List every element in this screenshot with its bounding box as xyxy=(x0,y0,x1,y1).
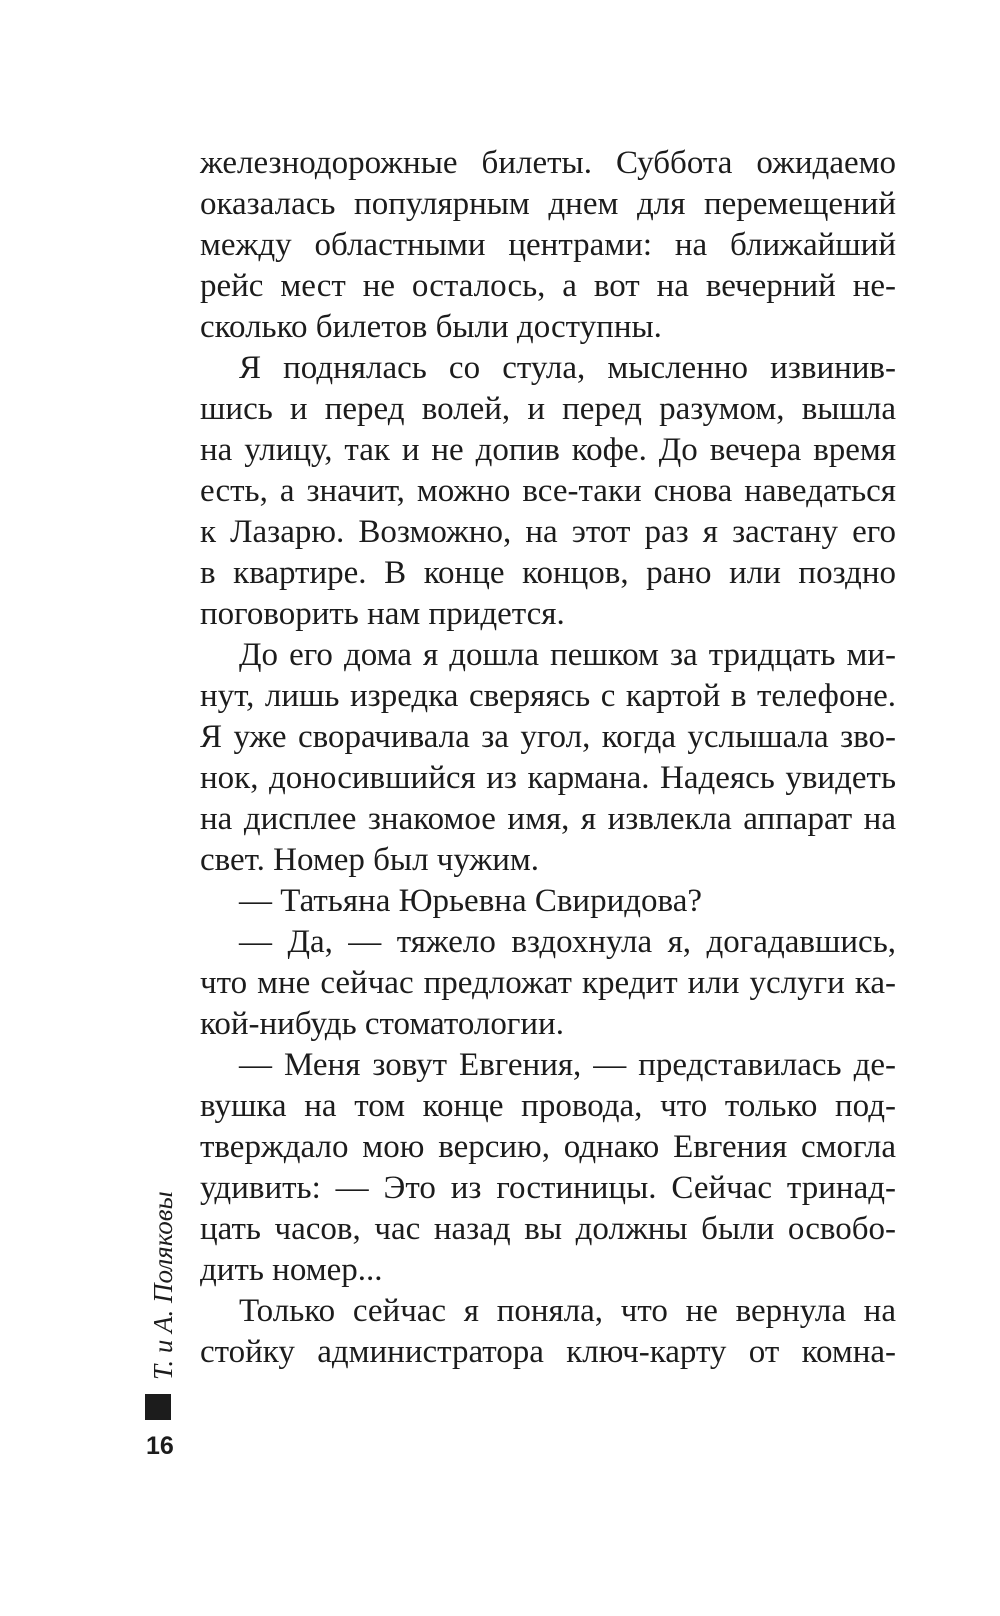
text-line: на улицу, так и не допив кофе. До вечера время xyxy=(200,432,896,468)
text-line: сколько билетов были доступны. xyxy=(200,309,662,345)
text-line: оказалась популярным днем для перемещений xyxy=(200,186,896,222)
text-line: нут, лишь изредка сверяясь с картой в телефоне. xyxy=(200,678,896,714)
text-line: До его дома я дошла пешком за тридцать ми- xyxy=(239,637,896,673)
text-line: что мне сейчас предложат кредит или услуги ка- xyxy=(200,965,896,1001)
text-line: поговорить нам придется. xyxy=(200,596,565,632)
text-line: рейс мест не осталось, а вот на вечерний не- xyxy=(200,268,896,304)
text-line: — Да, — тяжело вздохнула я, догадавшись, xyxy=(239,924,896,960)
running-header: Т. и А. Поляковы xyxy=(148,1191,178,1380)
text-line: железнодорожные билеты. Суббота ожидаемо xyxy=(200,145,896,181)
text-line: в квартире. В конце концов, рано или поздно xyxy=(200,555,896,591)
text-line: Я уже сворачивала за угол, когда услышала зво- xyxy=(200,719,896,755)
text-line: — Татьяна Юрьевна Свиридова? xyxy=(239,883,702,919)
text-line: стойку администратора ключ-карту от комна- xyxy=(200,1334,896,1370)
text-line: нок, доносившийся из кармана. Надеясь увидеть xyxy=(200,760,896,796)
text-line: на дисплее знакомое имя, я извлекла аппарат на xyxy=(200,801,896,837)
page-number: 16 xyxy=(146,1432,174,1460)
text-line: тверждало мою версию, однако Евгения смогла xyxy=(200,1129,896,1165)
text-line: свет. Номер был чужим. xyxy=(200,842,540,878)
text-line: — Меня зовут Евгения, — представилась де- xyxy=(239,1047,896,1083)
text-line: есть, а значит, можно все-таки снова наведаться xyxy=(200,473,896,509)
text-line: Только сейчас я поняла, что не вернула на xyxy=(239,1293,896,1329)
text-line: кой-нибудь стоматологии. xyxy=(200,1006,564,1042)
header-square-marker xyxy=(145,1394,171,1420)
text-line: к Лазарю. Возможно, на этот раз я застану его xyxy=(200,514,896,550)
text-line: между областными центрами: на ближайший xyxy=(200,227,896,263)
text-line: шись и перед волей, и перед разумом, вышла xyxy=(200,391,896,427)
text-line: цать часов, час назад вы должны были освобо- xyxy=(200,1211,896,1247)
text-line: Я поднялась со стула, мысленно извинив- xyxy=(239,350,896,386)
text-line: дить номер... xyxy=(200,1252,383,1288)
text-line: вушка на том конце провода, что только под- xyxy=(200,1088,896,1124)
text-line: удивить: — Это из гостиницы. Сейчас тринад- xyxy=(200,1170,896,1206)
